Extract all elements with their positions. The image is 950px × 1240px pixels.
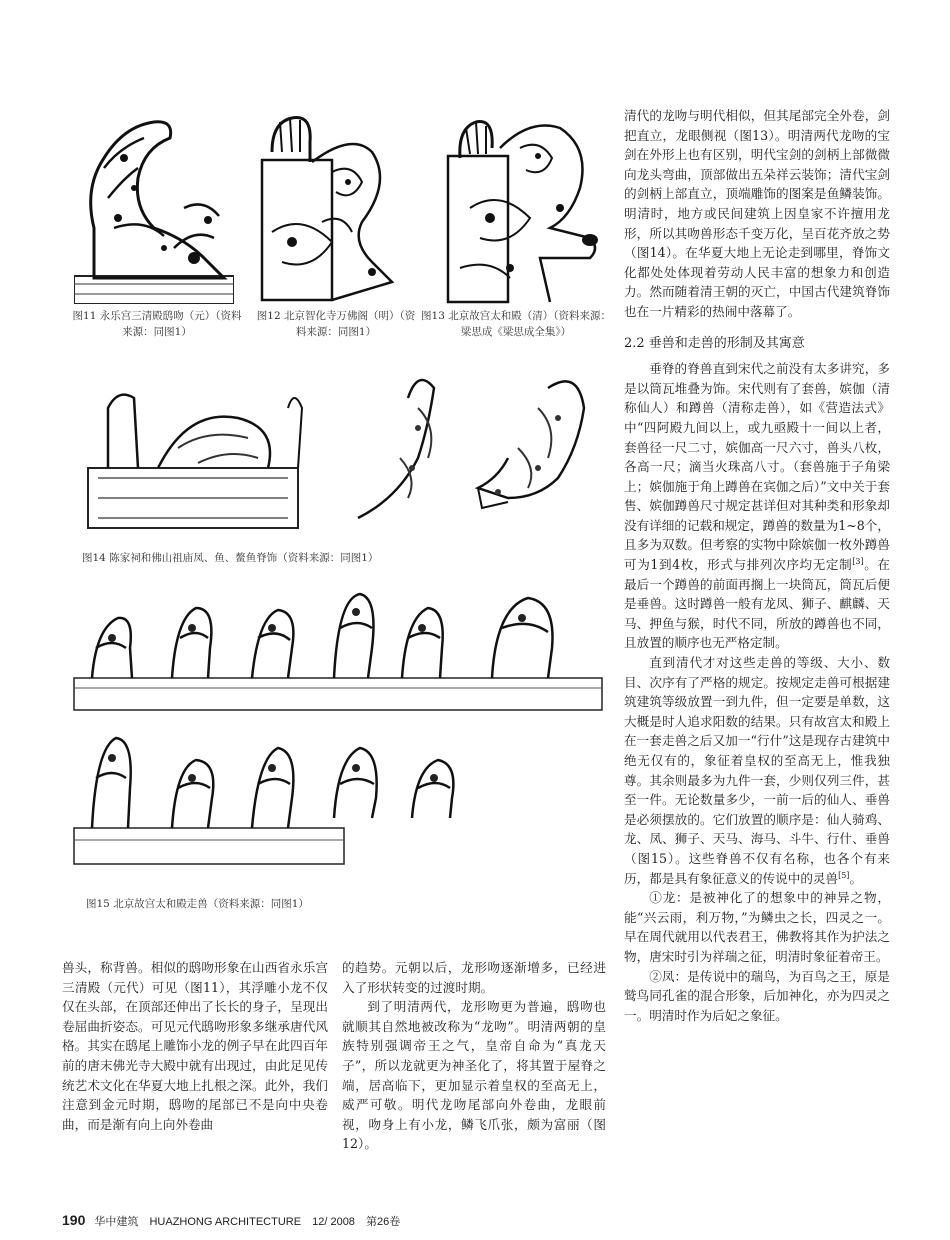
- figure-13-caption: 图13 北京故宫太和殿（清）（资料来源：梁思成《梁思成全集》）: [421, 310, 611, 338]
- journal-name-cn: 华中建筑: [94, 1216, 139, 1228]
- right-col-paragraph-4: ①龙：是被神化了的想象中的神异之物，能“兴云雨，利万物，”为鳞虫之长，四灵之一。早在周代就用以代表君王，佛教将其作为护法之物，唐宋时引为祥瑞之征，明清时象征着帝王。: [624, 890, 890, 964]
- figure-13-image: [440, 108, 605, 304]
- right-col-paragraph-3: 直到清代才对这些走兽的等级、大小、数目、次序有了严格的规定。按规定走兽可根据建筑建筑等级放置一到九件，但一定要是单数，这大概是时人追求阳数的结果。只有故宫太和殿上在一套走兽之后又加一“行什”这是现存古建筑中绝无仅有的，象征着皇权的至高无上，惟我独尊。其余则最多为九件一套，少则仅列三件，甚至一件。无论数量多少，一前一后的仙人、垂兽是必须摆放的。它们放置的顺序是：仙人骑鸡、龙、凤、狮子、天马、海马、斗牛、行什、垂兽（图15）。这些脊兽不仅有名称，也各个有来历，都是具有象征意义的传说中的灵兽[5]。: [624, 655, 890, 886]
- figure-11-image: [74, 108, 234, 304]
- figure-12-image: [252, 112, 402, 304]
- right-column: [624, 106, 890, 1025]
- middle-column: [342, 958, 606, 1154]
- volume-number: 第26卷: [366, 1216, 401, 1228]
- mid-col-paragraph-2: 到了明清两代，龙形吻更为普遍，鸱吻也就顺其自然地被改称为“龙吻”。明清两朝的皇族特别强调帝王之气，皇帝自命为“真龙天子”，所以龙就更为神圣化了，将其置于屋脊之端，居高临下，更加显示着皇权的至高无上，威严可敬。明代龙吻尾部向外卷曲，龙眼前视，吻身上有小龙，鳞飞爪张，颇为富丽（图12）。: [342, 999, 606, 1152]
- journal-name-en: HUAZHONG ARCHITECTURE: [149, 1216, 302, 1228]
- page-footer: [62, 1212, 408, 1229]
- issue-number: 12/ 2008: [312, 1216, 355, 1228]
- left-column: [62, 958, 328, 1134]
- right-col-paragraph-5: ②凤：是传说中的瑞鸟，为百鸟之王，原是鹫鸟同孔雀的混合形象，后加神化，亦为四灵之一。明清时作为后妃之象征。: [624, 968, 890, 1023]
- section-heading: 2.2 垂兽和走兽的形制及其寓意: [624, 335, 805, 351]
- figure-11-caption: 图11 永乐宫三清殿鸱吻（元）（资料来源：同图1）: [72, 310, 242, 338]
- right-col-paragraph-1: 清代的龙吻与明代相似，但其尾部完全外卷，剑把直立，龙眼侧视（图13）。明清两代龙吻的宝剑在外形上也有区别，明代宝剑的剑柄上部微微向龙头弯曲，顶部做出五朵祥云装饰；清代宝剑的剑柄上部直立，顶端雕饰的图案是鱼鳞装饰。明清时，地方或民间建筑上因皇家不许擅用龙形，所以其吻兽形态千变万化，呈百花齐放之势（图14）。在华夏大地上无论走到哪里，脊饰文化都处处体现着劳动人民丰富的想象力和创造力。然而随着清王朝的灭亡，中国古代建筑脊饰也在一片精彩的热闹中落幕了。: [624, 108, 890, 319]
- reference-5: [5]: [838, 870, 850, 880]
- figure-15-caption: 图15 北京故宫太和殿走兽（资料来源：同图1）: [86, 898, 309, 910]
- page-number: 190: [62, 1212, 86, 1228]
- figure-12-caption: 图12 北京智化寺万佛阁（明）（资料来源：同图1）: [256, 310, 416, 338]
- right-col-paragraph-2: 垂脊的脊兽直到宋代之前没有太多讲究，多是以筒瓦堆叠为饰。宋代则有了套兽，嫔伽（清称仙人）和蹲兽（清称走兽），如《营造法式》中“四阿殿九间以上，或九亟殿十一间以上者，套兽径一尺二寸，嫔伽高一尺六寸，兽头八枚，各高一尺；滴当火珠高八寸。（套兽施于子角梁上；嫔伽施于角上蹲兽在宾伽之后）”文中关于套售、嫔伽蹲兽尺寸规定甚详但对其种类和形象却没有详细的记载和规定，蹲兽的数量为1~8个，且多为双数。但考察的实物中除嫔伽一枚外蹲兽可为1到4枚，形式与排列次序均无定制[3]。在最后一个蹲兽的前面再搁上一块筒瓦，筒瓦后便是垂兽。这时蹲兽一般有龙凤、狮子、麒麟、天马、押鱼与猴，时代不同，所放的蹲兽也不同，且放置的顺序也无严格定制。: [624, 361, 891, 651]
- mid-col-paragraph-1: 的趋势。元朝以后，龙形吻逐渐增多，已经进入了形状转变的过渡时期。: [342, 960, 606, 995]
- figure-15-image: [72, 588, 606, 878]
- figure-14-image: [78, 368, 606, 538]
- reference-3: [3]: [852, 556, 864, 566]
- figure-14-caption: 图14 陈家祠和佛山祖庙凤、鱼、鳌鱼脊饰（资料来源：同图1）: [82, 552, 379, 564]
- left-col-paragraph: 兽头，称背兽。相似的鸱吻形象在山西省永乐宫三清殿（元代）可见（图11），其浮雕小龙不仅仅在头部，在顶部还伸出了长长的身子，呈现出卷屈曲折姿态。可见元代鸱吻形象多继承唐代风格。其实在鸱尾上雕饰小龙的例子早在此四百年前的唐末佛光寺大殿中就有出现过，由此足见传统艺术文化在华夏大地上扎根之深。此外，我们注意到金元时期，鸱吻的尾部已不是向中央卷曲，而是渐有向上向外卷曲: [62, 960, 328, 1132]
